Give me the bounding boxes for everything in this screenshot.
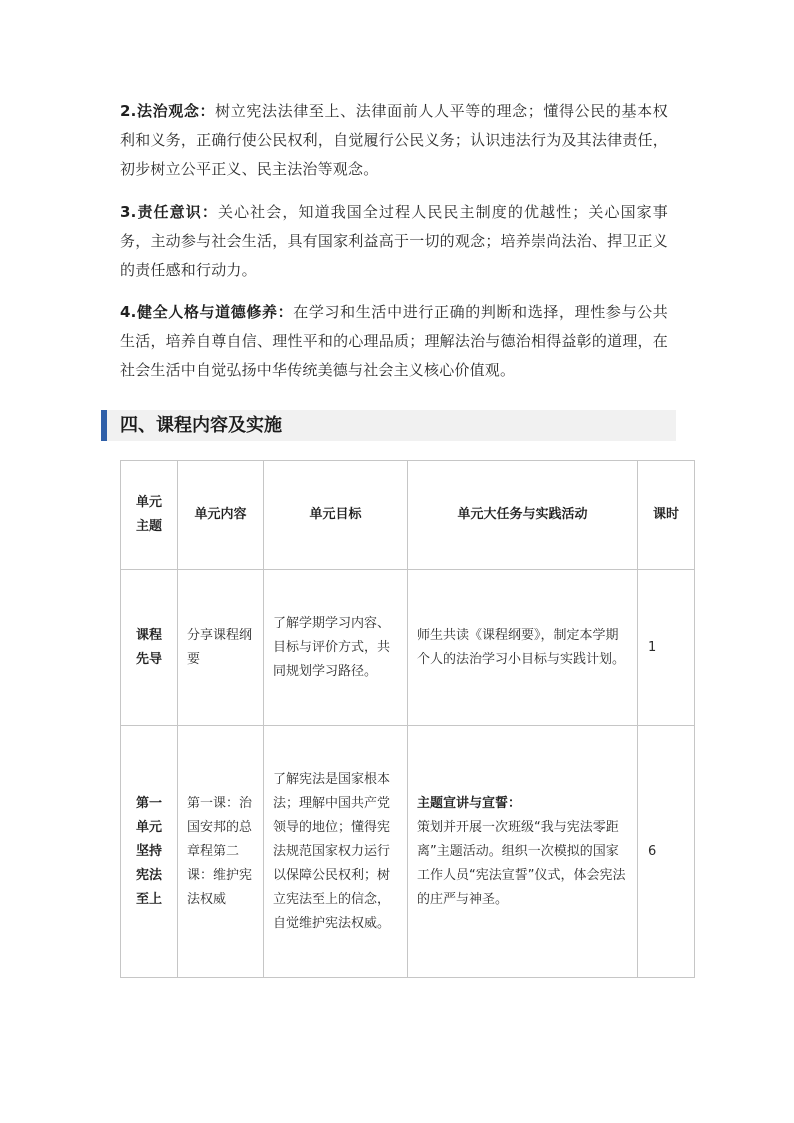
cell-content: 分享课程纲要 — [178, 570, 264, 726]
cell-hours: 1 — [638, 570, 695, 726]
objective-label: 4.健全人格与道德修养： — [120, 303, 294, 321]
cell-goal: 了解学期学习内容、目标与评价方式，共同规划学习路径。 — [264, 570, 408, 726]
objective-text: 树立宪法法律至上、法律面前人人平等的理念；懂得公民的基本权利和义务，正确行使公民权利，自觉履行公民义务；认识违法行为及其法律责任，初步树立公平正义、民主法治等观念。 — [120, 102, 668, 178]
task-title: 主题宣讲与宣誓： — [417, 795, 522, 811]
cell-goal: 了解宪法是国家根本法；理解中国共产党领导的地位；懂得宪法规范国家权力运行以保障公民权利；树立宪法至上的信念，自觉维护宪法权威。 — [264, 726, 408, 978]
objective-text: 在学习和生活中进行正确的判断和选择，理性参与公共生活，培养自尊自信、理性平和的心理品质；理解法治与德治相得益彰的道理，在社会生活中自觉弘扬中华传统美德与社会主义核心价值观。 — [120, 303, 668, 379]
section-title: 四、课程内容及实施 — [120, 415, 282, 436]
cell-task — [408, 570, 638, 726]
task-text: 师生共读《课程纲要》，制定本学期个人的法治学习小目标与实践计划。 — [417, 627, 626, 667]
cell-theme: 第一单元坚持宪法至上 — [121, 726, 178, 978]
header-unit-goal: 单元目标 — [264, 461, 408, 570]
cell-theme: 课程先导 — [121, 570, 178, 726]
section-accent-bar — [101, 410, 107, 441]
section-heading — [101, 410, 676, 441]
objective-label: 3.责任意识： — [120, 203, 218, 221]
objective-personality — [120, 298, 668, 385]
objective-responsibility — [120, 198, 668, 285]
cell-hours: 6 — [638, 726, 695, 978]
header-hours: 课时 — [638, 461, 695, 570]
objective-label: 2.法治观念： — [120, 102, 216, 120]
table-row — [121, 726, 695, 978]
header-unit-content: 单元内容 — [178, 461, 264, 570]
cell-task — [408, 726, 638, 978]
header-unit-task: 单元大任务与实践活动 — [408, 461, 638, 570]
table-row — [121, 570, 695, 726]
objective-text: 关心社会，知道我国全过程人民民主制度的优越性；关心国家事务，主动参与社会生活，具有国家利益高于一切的观念；培养崇尚法治、捍卫正义的责任感和行动力。 — [120, 203, 668, 279]
course-content-table — [120, 460, 695, 978]
task-text: 策划并开展一次班级“我与宪法零距离”主题活动。组织一次模拟的国家工作人员“宪法宣誓”仪式，体会宪法的庄严与神圣。 — [417, 819, 626, 907]
header-unit-theme: 单元主题 — [121, 461, 178, 570]
objective-rule-of-law — [120, 97, 668, 184]
cell-content: 第一课：治国安邦的总章程第二课：维护宪法权威 — [178, 726, 264, 978]
table-header-row — [121, 461, 695, 570]
